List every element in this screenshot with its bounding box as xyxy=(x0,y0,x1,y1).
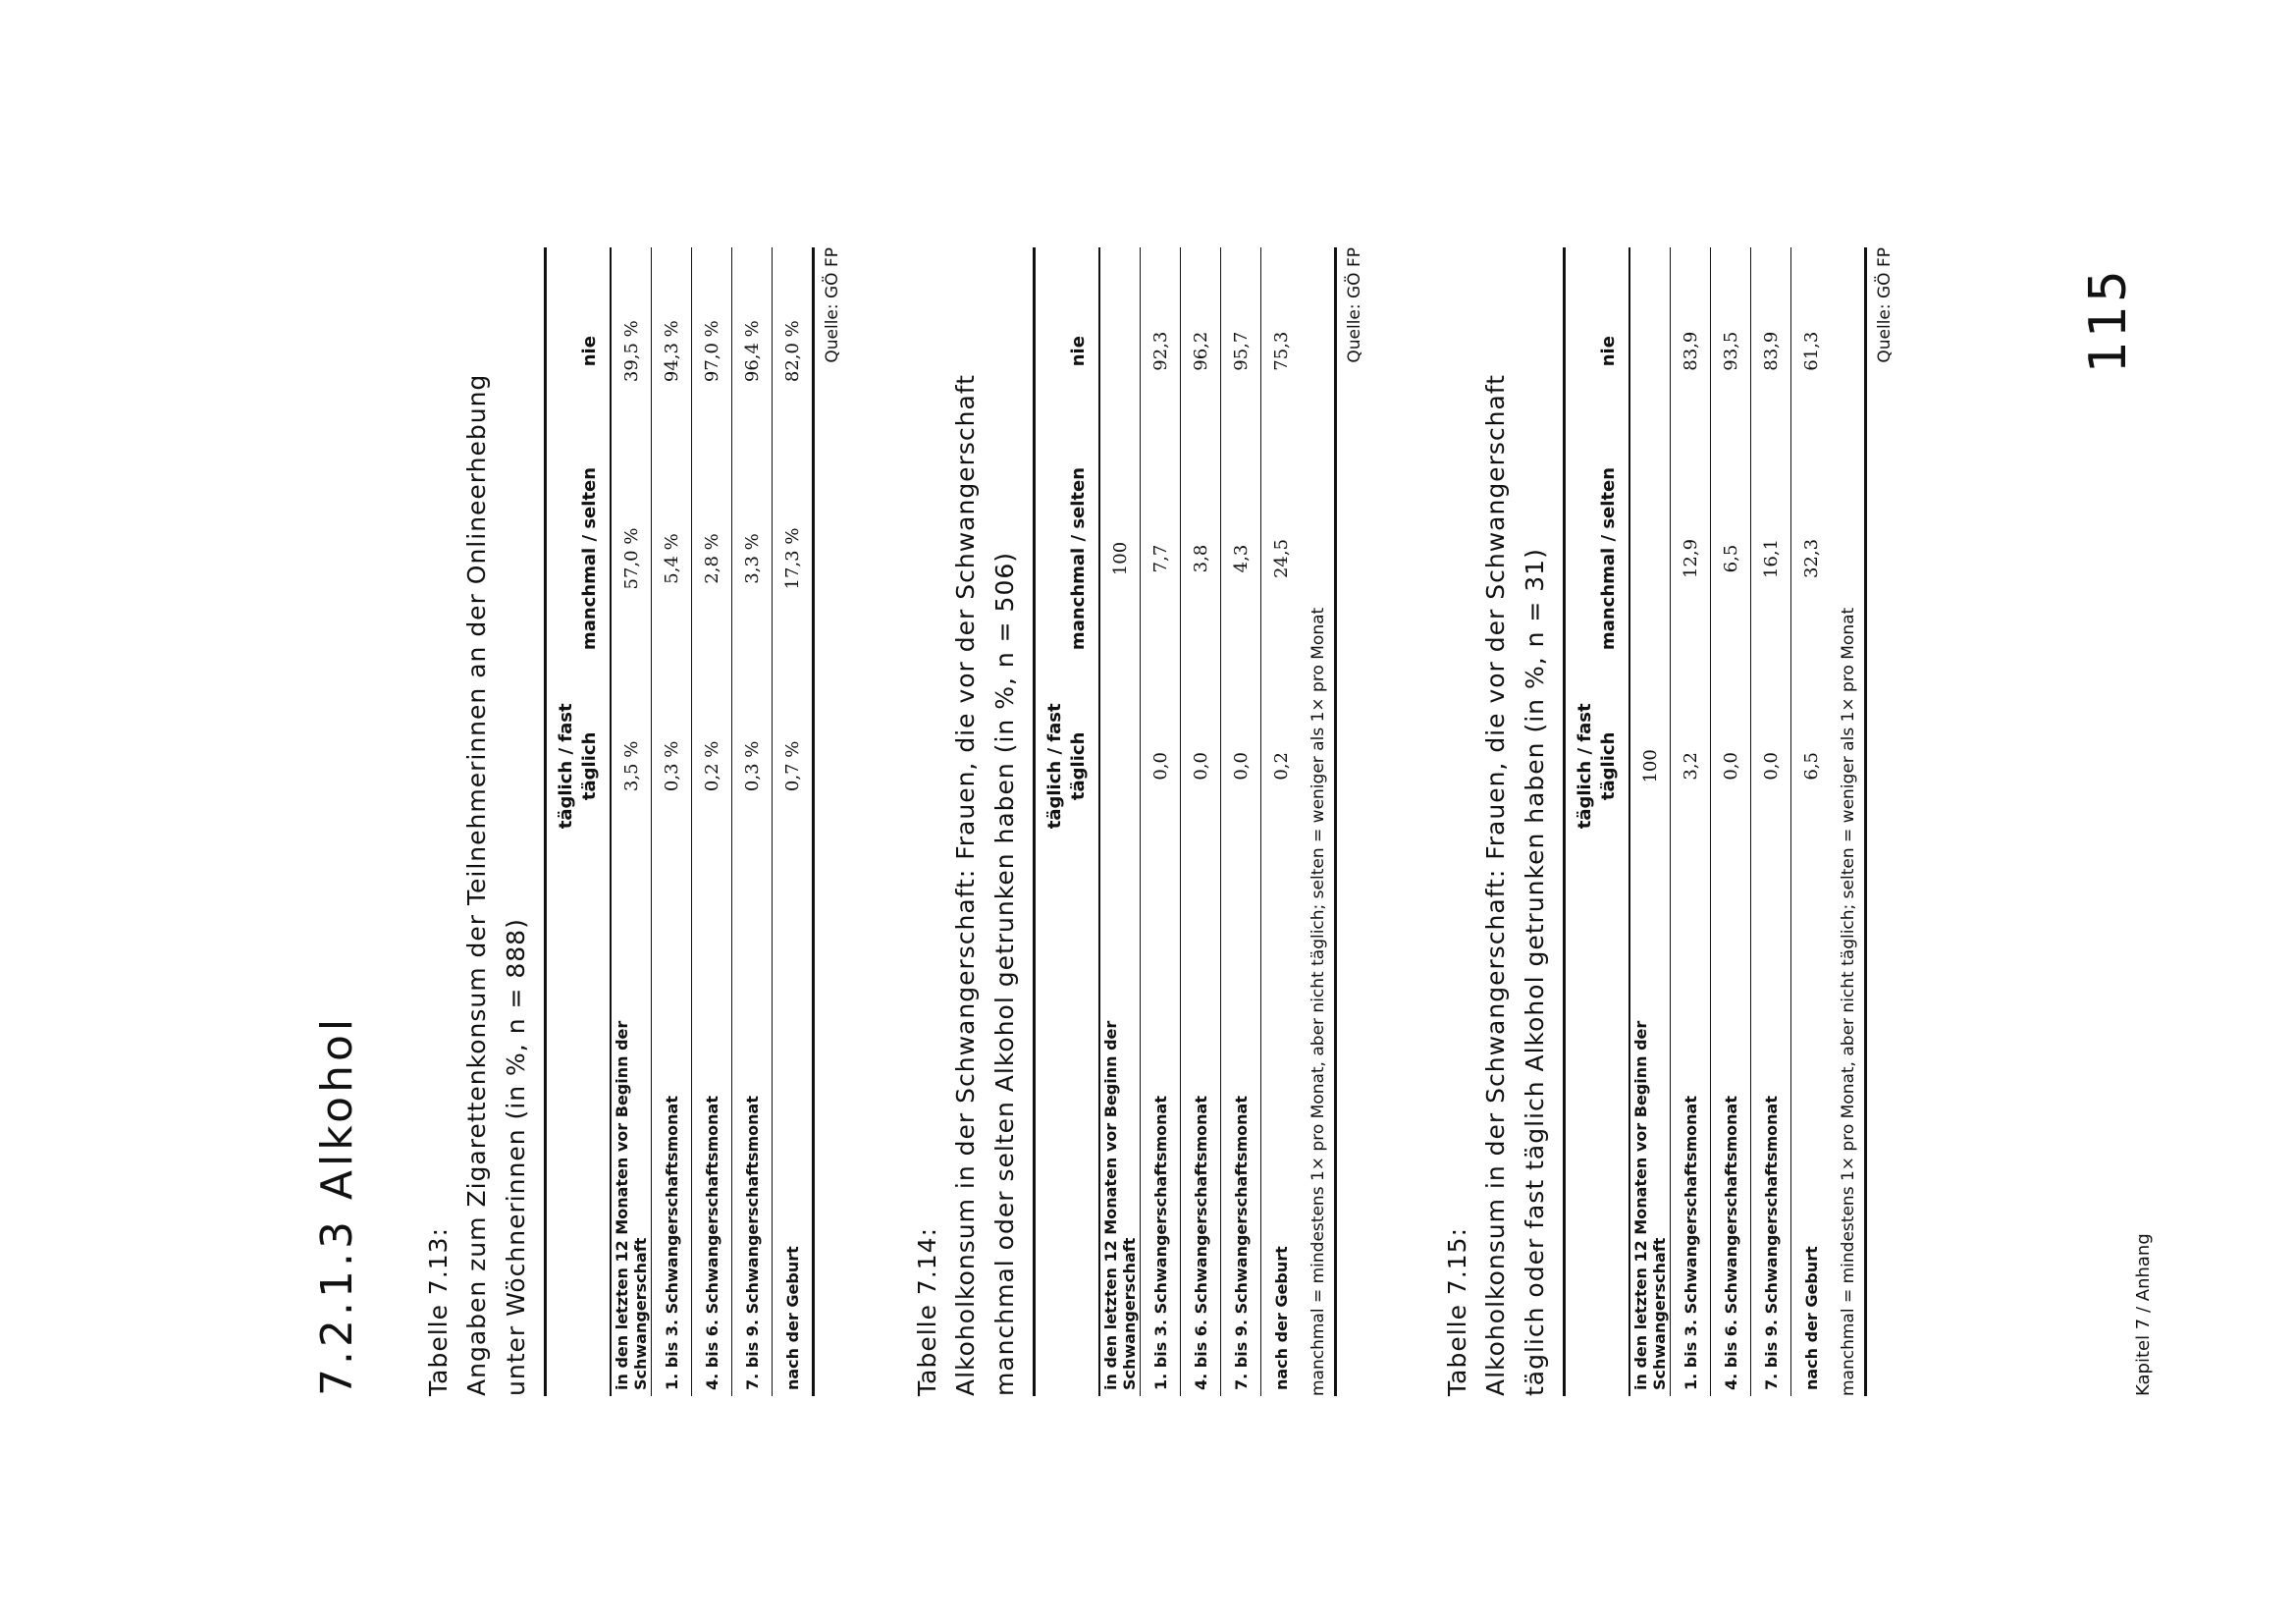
data-table xyxy=(1563,247,1831,1396)
table-cell: 0,0 xyxy=(1760,752,1782,781)
row-label: 7. bis 9. Schwangerschaftsmonat xyxy=(1761,1096,1781,1390)
table-source: Quelle: GÖ FP xyxy=(823,247,842,363)
row-label: 1. bis 3. Schwangerschaftsmonat xyxy=(1150,1096,1170,1390)
table-cell: 6,5 xyxy=(1800,752,1822,781)
table-row xyxy=(1671,247,1711,1396)
table-cell: 75,3 xyxy=(1270,331,1292,371)
table-cell: 94,3 % xyxy=(661,320,682,383)
table-cell: 0,0 xyxy=(1190,752,1211,781)
table-row xyxy=(732,247,773,1396)
table-row xyxy=(1261,247,1302,1396)
table-source: Quelle: GÖ FP xyxy=(1875,247,1895,363)
table-cell: 17,3 % xyxy=(781,527,803,590)
table-cell: 57,0 % xyxy=(620,527,642,590)
column-header xyxy=(546,870,612,1396)
table-cell: 96,4 % xyxy=(741,320,763,383)
table-row xyxy=(692,247,732,1396)
table-cell: 0,7 % xyxy=(781,740,803,792)
table-cell: 83,9 xyxy=(1760,331,1782,371)
table-cell: 0,0 xyxy=(1149,752,1171,781)
table-cell: 0,3 % xyxy=(741,740,763,792)
page-number: 115 xyxy=(2079,267,2138,374)
table-cell: 97,0 % xyxy=(701,320,722,383)
table-caption: Alkoholkonsum in der Schwangerschaft: Frauen, die vor der Schwangerschaft täglich oder fast täglich Alkohol getrunken haben (in %, n = 31) xyxy=(1481,374,1549,1396)
table-cell: 3,2 xyxy=(1680,752,1701,781)
table-cell: 82,0 % xyxy=(781,320,803,383)
data-table xyxy=(544,247,815,1396)
column-header: manchmal / selten xyxy=(579,466,600,651)
table-cell: 0,2 xyxy=(1270,752,1292,781)
column-header: täglich / fast täglich xyxy=(556,703,600,830)
column-header: täglich / fast täglich xyxy=(1044,703,1089,830)
table-cell: 4,3 xyxy=(1230,544,1252,573)
table-cell: 32,3 xyxy=(1800,538,1822,579)
table-block-7-14 xyxy=(909,247,1364,1396)
table-row xyxy=(611,247,652,1396)
column-header: manchmal / selten xyxy=(1068,466,1089,651)
footer-chapter: Kapitel 7 / Anhang xyxy=(2133,1233,2154,1396)
table-cell: 5,4 % xyxy=(661,533,682,584)
table-header-row xyxy=(1565,247,1630,1396)
table-row xyxy=(1181,247,1221,1396)
table-cell: 12,9 xyxy=(1680,538,1701,579)
table-label: Tabelle 7.13: xyxy=(424,1226,453,1396)
column-header: nie xyxy=(1068,336,1089,367)
table-cell: 92,3 xyxy=(1149,331,1171,371)
table-header-row xyxy=(546,247,612,1396)
bottom-rule xyxy=(1334,247,1337,1396)
table-cell: 3,5 % xyxy=(620,740,642,792)
row-label: in den letzten 12 Monaten vor Beginn der Schwangerschaft xyxy=(1631,1020,1669,1390)
table-block-7-15 xyxy=(1439,247,1895,1396)
table-row xyxy=(1099,247,1141,1396)
row-label: 4. bis 6. Schwangerschaftsmonat xyxy=(1191,1096,1210,1390)
table-cell: 93,5 xyxy=(1720,331,1741,371)
section-title: 7.2.1.3 Alkohol xyxy=(312,1014,362,1396)
column-header xyxy=(1565,870,1630,1396)
rotated-page xyxy=(312,179,2177,1455)
table-header-row xyxy=(1035,247,1100,1396)
row-label: 4. bis 6. Schwangerschaftsmonat xyxy=(1721,1096,1740,1390)
table-cell: 0,3 % xyxy=(661,740,682,792)
column-header: manchmal / selten xyxy=(1598,466,1619,651)
row-label: nach der Geburt xyxy=(782,1246,802,1390)
table-cell: 7,7 xyxy=(1149,544,1171,573)
table-cell xyxy=(1099,247,1141,455)
table-cell: 96,2 xyxy=(1190,331,1211,371)
bottom-rule xyxy=(1864,247,1867,1396)
table-cell: 0,2 % xyxy=(701,740,722,792)
row-label: in den letzten 12 Monaten vor Beginn der Schwangerschaft xyxy=(1101,1020,1139,1390)
table-cell: 16,1 xyxy=(1760,538,1782,579)
table-cell: 3,8 xyxy=(1190,544,1211,573)
row-label: 4. bis 6. Schwangerschaftsmonat xyxy=(702,1096,721,1390)
table-cell: 61,3 xyxy=(1800,331,1822,371)
row-label: 1. bis 3. Schwangerschaftsmonat xyxy=(662,1096,681,1390)
column-header: nie xyxy=(1598,336,1619,367)
table-row xyxy=(773,247,814,1396)
table-footnote: manchmal = mindestens 1× pro Monat, aber nicht täglich; selten = weniger als 1× pro Monat xyxy=(1839,607,1858,1396)
row-label: nach der Geburt xyxy=(1801,1246,1821,1390)
table-row xyxy=(1221,247,1261,1396)
column-header: nie xyxy=(579,336,600,367)
data-table xyxy=(1033,247,1301,1396)
table-cell xyxy=(1099,663,1141,870)
table-cell: 100 xyxy=(1639,749,1661,783)
table-cell xyxy=(1629,455,1671,662)
table-cell: 3,3 % xyxy=(741,533,763,584)
table-caption: Alkoholkonsum in der Schwangerschaft: Frauen, die vor der Schwangerschaft manchmal oder selten Alkohol getrunken haben (in %, n = 506) xyxy=(951,374,1019,1396)
table-source: Quelle: GÖ FP xyxy=(1345,247,1364,363)
table-cell: 83,9 xyxy=(1680,331,1701,371)
table-label: Tabelle 7.14: xyxy=(913,1226,941,1396)
row-label: 1. bis 3. Schwangerschaftsmonat xyxy=(1681,1096,1700,1390)
table-cell: 39,5 % xyxy=(620,320,642,383)
table-cell: 0,0 xyxy=(1230,752,1252,781)
table-cell: 2,8 % xyxy=(701,533,722,584)
table-cell: 95,7 xyxy=(1230,331,1252,371)
table-cell: 100 xyxy=(1109,541,1131,576)
table-cell xyxy=(1629,247,1671,455)
table-row xyxy=(1141,247,1181,1396)
table-row xyxy=(1751,247,1791,1396)
table-block-7-13 xyxy=(420,247,842,1396)
row-label: nach der Geburt xyxy=(1271,1246,1291,1390)
row-label: 7. bis 9. Schwangerschaftsmonat xyxy=(742,1096,762,1390)
table-cell: 6,5 xyxy=(1720,544,1741,573)
row-label: in den letzten 12 Monaten vor Beginn der Schwangerschaft xyxy=(613,1020,650,1390)
table-row xyxy=(1791,247,1832,1396)
table-cell: 0,0 xyxy=(1720,752,1741,781)
table-cell: 24,5 xyxy=(1270,538,1292,579)
table-row xyxy=(1711,247,1751,1396)
table-row xyxy=(652,247,692,1396)
table-caption: Angaben zum Zigarettenkonsum der Teilnehmerinnen an der Onlineerhebung unter Wöchnerinnen (in %, n = 888) xyxy=(462,373,530,1396)
table-row xyxy=(1629,247,1671,1396)
table-footnote: manchmal = mindestens 1× pro Monat, aber nicht täglich; selten = weniger als 1× pro Monat xyxy=(1308,607,1328,1396)
table-label: Tabelle 7.15: xyxy=(1443,1226,1471,1396)
column-header: täglich / fast täglich xyxy=(1575,703,1619,830)
column-header xyxy=(1035,870,1100,1396)
row-label: 7. bis 9. Schwangerschaftsmonat xyxy=(1231,1096,1251,1390)
